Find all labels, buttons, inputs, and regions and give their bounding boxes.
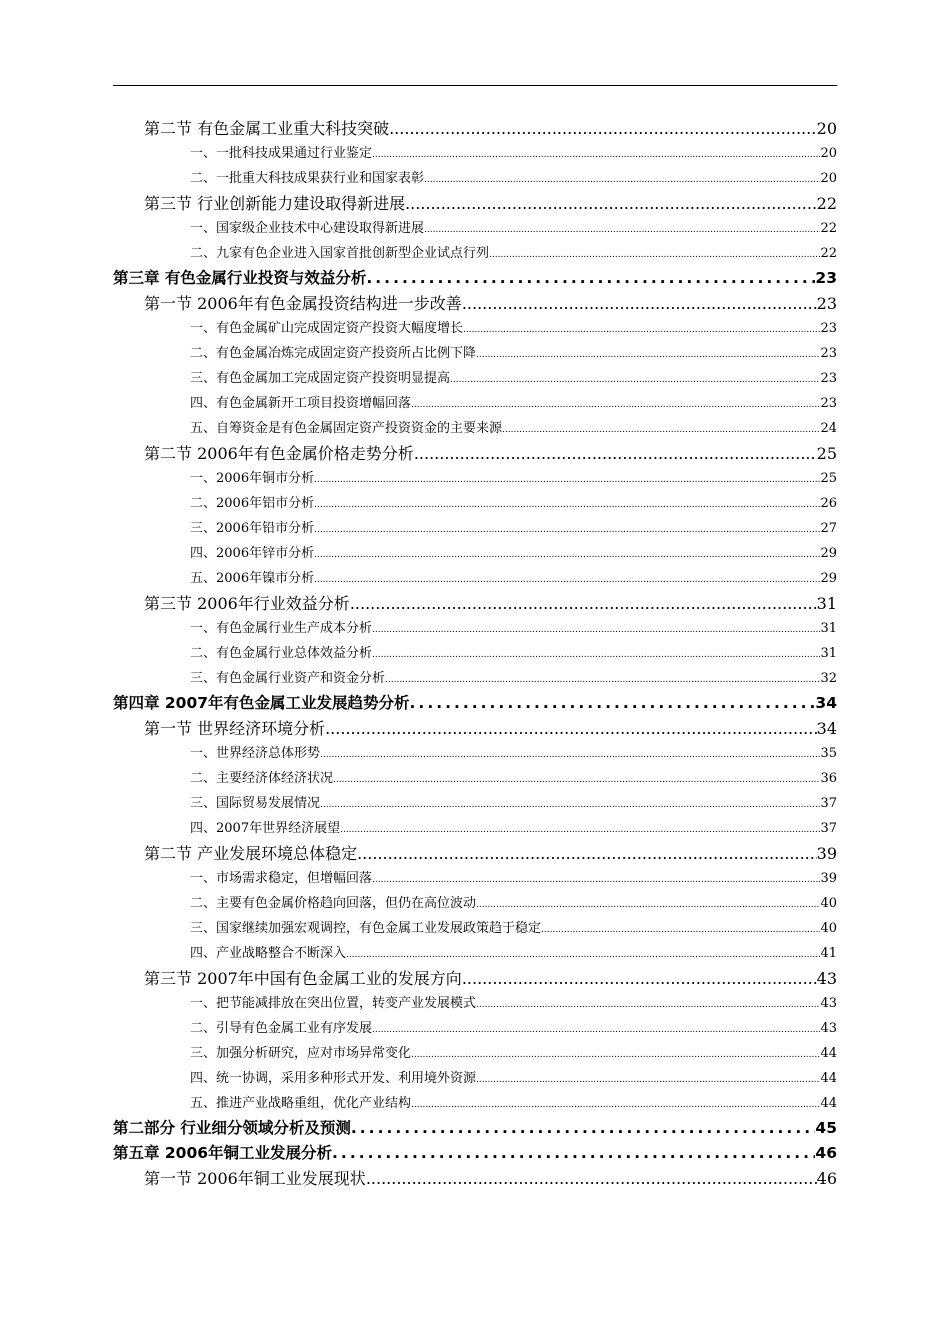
toc-entry-title: 二、主要经济体经济状况 [190,771,334,786]
toc-item-entry[interactable] [113,341,837,366]
toc-dot-leader [346,941,820,968]
toc-dot-leader [476,1066,820,1093]
toc-chapter-entry[interactable] [113,1116,837,1141]
toc-item-entry[interactable] [113,241,837,266]
toc-dot-leader [366,266,815,291]
toc-item-entry[interactable] [113,391,837,416]
toc-dot-leader [357,841,817,866]
toc-page-number: 32 [820,671,837,686]
toc-item-entry[interactable] [113,216,837,241]
toc-item-entry[interactable] [113,491,837,516]
toc-entry-title: 第二节 2006年有色金属价格走势分析 [144,444,414,463]
toc-entry-title: 一、2006年铜市分析 [190,471,315,486]
toc-entry-title: 第二部分 行业细分领域分析及预测 [113,1119,351,1137]
toc-entry-title: 第三节 行业创新能力建设取得新进展 [144,194,406,213]
toc-dot-leader [462,291,817,316]
toc-chapter-entry[interactable] [113,691,837,716]
toc-entry-title: 五、2006年镍市分析 [190,571,315,586]
toc-dot-leader [424,216,820,243]
toc-entry-title: 一、国家级企业技术中心建设取得新进展 [190,221,425,236]
toc-dot-leader [332,1141,815,1166]
toc-item-entry[interactable] [113,991,837,1016]
toc-item-entry[interactable] [113,1041,837,1066]
toc-page-number: 40 [820,921,837,936]
toc-entry-title: 三、有色金属加工完成固定资产投资明显提高 [190,371,451,386]
toc-page-number: 39 [820,871,837,886]
toc-item-entry[interactable] [113,566,837,591]
toc-entry-title: 第一节 2006年铜工业发展现状 [144,1169,366,1188]
toc-dot-leader [476,341,820,368]
toc-page-number: 46 [815,1144,837,1162]
toc-dot-leader [372,641,820,668]
toc-section-entry[interactable] [113,841,837,866]
toc-page-number: 44 [820,1096,837,1111]
toc-entry-title: 二、有色金属行业总体效益分析 [190,646,373,661]
toc-page-number: 23 [820,371,837,386]
toc-dot-leader [411,391,820,418]
toc-entry-title: 四、统一协调，采用多种形式开发、利用境外资源 [190,1071,477,1086]
toc-dot-leader [372,1016,820,1043]
toc-dot-leader [410,691,816,716]
toc-item-entry[interactable] [113,1016,837,1041]
toc-section-entry[interactable] [113,191,837,216]
toc-entry-title: 一、把节能减排放在突出位置，转变产业发展模式 [190,996,477,1011]
toc-page-number: 43 [820,996,837,1011]
toc-dot-leader [372,141,820,168]
toc-dot-leader [476,891,820,918]
toc-page-number: 23 [820,321,837,336]
toc-item-entry[interactable] [113,1066,837,1091]
toc-entry-title: 四、产业战略整合不断深入 [190,946,347,961]
toc-entry-title: 一、一批科技成果通过行业鉴定 [190,146,373,161]
toc-dot-leader [541,916,820,943]
toc-dot-leader [463,316,820,343]
toc-item-entry[interactable] [113,516,837,541]
toc-page-number: 22 [820,221,837,236]
toc-item-entry[interactable] [113,616,837,641]
toc-page-number: 40 [820,896,837,911]
table-of-contents [113,116,837,1191]
toc-dot-leader [333,766,820,793]
toc-dot-leader [340,816,820,843]
toc-section-entry[interactable] [113,116,837,141]
toc-item-entry[interactable] [113,666,837,691]
toc-item-entry[interactable] [113,766,837,791]
toc-item-entry[interactable] [113,541,837,566]
toc-page-number: 29 [820,546,837,561]
toc-item-entry[interactable] [113,866,837,891]
toc-entry-title: 第五章 2006年铜工业发展分析 [113,1144,333,1162]
toc-item-entry[interactable] [113,1091,837,1116]
toc-dot-leader [411,1041,820,1068]
toc-item-entry[interactable] [113,916,837,941]
toc-page-number: 36 [820,771,837,786]
toc-entry-title: 二、2006年铝市分析 [190,496,315,511]
toc-item-entry[interactable] [113,941,837,966]
toc-entry-title: 二、一批重大科技成果获行业和国家表彰 [190,171,425,186]
toc-page-number: 45 [815,1119,837,1137]
toc-dot-leader [314,491,820,518]
toc-dot-leader [502,416,820,443]
toc-chapter-entry[interactable] [113,1141,837,1166]
toc-entry-title: 三、国家继续加强宏观调控，有色金属工业发展政策趋于稳定 [190,921,542,936]
toc-page-number: 20 [816,119,837,138]
toc-dot-leader [320,741,820,768]
toc-item-entry[interactable] [113,366,837,391]
toc-item-entry[interactable] [113,816,837,841]
toc-page-number: 26 [820,496,837,511]
toc-page-number: 46 [816,1169,837,1188]
toc-dot-leader [385,666,820,693]
toc-entry-title: 三、2006年铅市分析 [190,521,315,536]
toc-section-entry[interactable] [113,966,837,991]
toc-dot-leader [462,966,817,991]
toc-page-number: 20 [820,146,837,161]
toc-entry-title: 第一节 2006年有色金属投资结构进一步改善 [144,294,462,313]
toc-item-entry[interactable] [113,791,837,816]
toc-entry-title: 三、有色金属行业资产和资金分析 [190,671,386,686]
toc-page-number: 22 [820,246,837,261]
toc-entry-title: 二、引导有色金属工业有序发展 [190,1021,373,1036]
toc-entry-title: 第三章 有色金属行业投资与效益分析 [113,269,367,287]
toc-dot-leader [489,241,820,268]
toc-page-number: 25 [816,444,837,463]
toc-page-number: 34 [815,694,837,712]
toc-entry-title: 第二节 有色金属工业重大科技突破 [144,119,390,138]
toc-page-number: 31 [820,621,837,636]
toc-page-number: 29 [820,571,837,586]
toc-entry-title: 二、主要有色金属价格趋向回落，但仍在高位波动 [190,896,477,911]
toc-section-entry[interactable] [113,291,837,316]
toc-item-entry[interactable] [113,466,837,491]
toc-entry-title: 四、有色金属新开工项目投资增幅回落 [190,396,412,411]
toc-page-number: 43 [816,969,837,988]
toc-dot-leader [366,1166,817,1191]
header-rule [113,85,837,86]
toc-page-number: 44 [820,1071,837,1086]
toc-entry-title: 第三节 2007年中国有色金属工业的发展方向 [144,969,462,988]
toc-dot-leader [476,991,820,1018]
toc-page-number: 44 [820,1046,837,1061]
toc-page-number: 24 [820,421,837,436]
toc-entry-title: 二、有色金属冶炼完成固定资产投资所占比例下降 [190,346,477,361]
toc-item-entry[interactable] [113,166,837,191]
toc-dot-leader [405,191,817,216]
toc-entry-title: 三、加强分析研究，应对市场异常变化 [190,1046,412,1061]
toc-entry-title: 第四章 2007年有色金属工业发展趋势分析 [113,694,410,712]
toc-dot-leader [372,866,820,893]
toc-dot-leader [350,591,817,616]
toc-entry-title: 第二节 产业发展环境总体稳定 [144,844,358,863]
toc-dot-leader [450,366,820,393]
toc-page-number: 37 [820,821,837,836]
toc-entry-title: 三、国际贸易发展情况 [190,796,321,811]
toc-dot-leader [314,466,820,493]
toc-entry-title: 一、世界经济总体形势 [190,746,321,761]
toc-item-entry[interactable] [113,416,837,441]
toc-item-entry[interactable] [113,141,837,166]
toc-page-number: 43 [820,1021,837,1036]
toc-page-number: 22 [816,194,837,213]
toc-dot-leader [314,566,820,593]
toc-entry-title: 一、有色金属行业生产成本分析 [190,621,373,636]
toc-chapter-entry[interactable] [113,266,837,291]
toc-item-entry[interactable] [113,641,837,666]
toc-dot-leader [351,1116,816,1141]
toc-page-number: 31 [820,646,837,661]
toc-entry-title: 一、有色金属矿山完成固定资产投资大幅度增长 [190,321,464,336]
toc-page-number: 23 [816,294,837,313]
toc-entry-title: 五、推进产业战略重组，优化产业结构 [190,1096,412,1111]
toc-page-number: 23 [820,346,837,361]
toc-entry-title: 二、九家有色企业进入国家首批创新型企业试点行列 [190,246,490,261]
toc-dot-leader [314,541,820,568]
toc-page-number: 41 [820,946,837,961]
toc-dot-leader [411,1091,820,1118]
toc-page-number: 23 [820,396,837,411]
toc-dot-leader [372,616,820,643]
toc-item-entry[interactable] [113,891,837,916]
toc-entry-title: 四、2006年锌市分析 [190,546,315,561]
toc-entry-title: 一、市场需求稳定，但增幅回落 [190,871,373,886]
toc-entry-title: 第三节 2006年行业效益分析 [144,594,350,613]
toc-dot-leader [414,441,817,466]
toc-page-number: 27 [820,521,837,536]
toc-entry-title: 四、2007年世界经济展望 [190,821,341,836]
toc-item-entry[interactable] [113,741,837,766]
toc-section-entry[interactable] [113,716,837,741]
toc-page-number: 23 [815,269,837,287]
toc-page-number: 25 [820,471,837,486]
toc-page-number: 31 [816,594,837,613]
toc-dot-leader [424,166,820,193]
toc-dot-leader [325,716,817,741]
toc-section-entry[interactable] [113,1166,837,1191]
toc-entry-title: 第一节 世界经济环境分析 [144,719,326,738]
toc-page-number: 35 [820,746,837,761]
toc-item-entry[interactable] [113,316,837,341]
toc-dot-leader [389,116,817,141]
toc-section-entry[interactable] [113,591,837,616]
toc-section-entry[interactable] [113,441,837,466]
toc-dot-leader [320,791,820,818]
toc-page-number: 39 [816,844,837,863]
toc-page-number: 37 [820,796,837,811]
toc-page-number: 34 [816,719,837,738]
toc-page-number: 20 [820,171,837,186]
toc-dot-leader [314,516,820,543]
toc-entry-title: 五、自筹资金是有色金属固定资产投资资金的主要来源 [190,421,503,436]
